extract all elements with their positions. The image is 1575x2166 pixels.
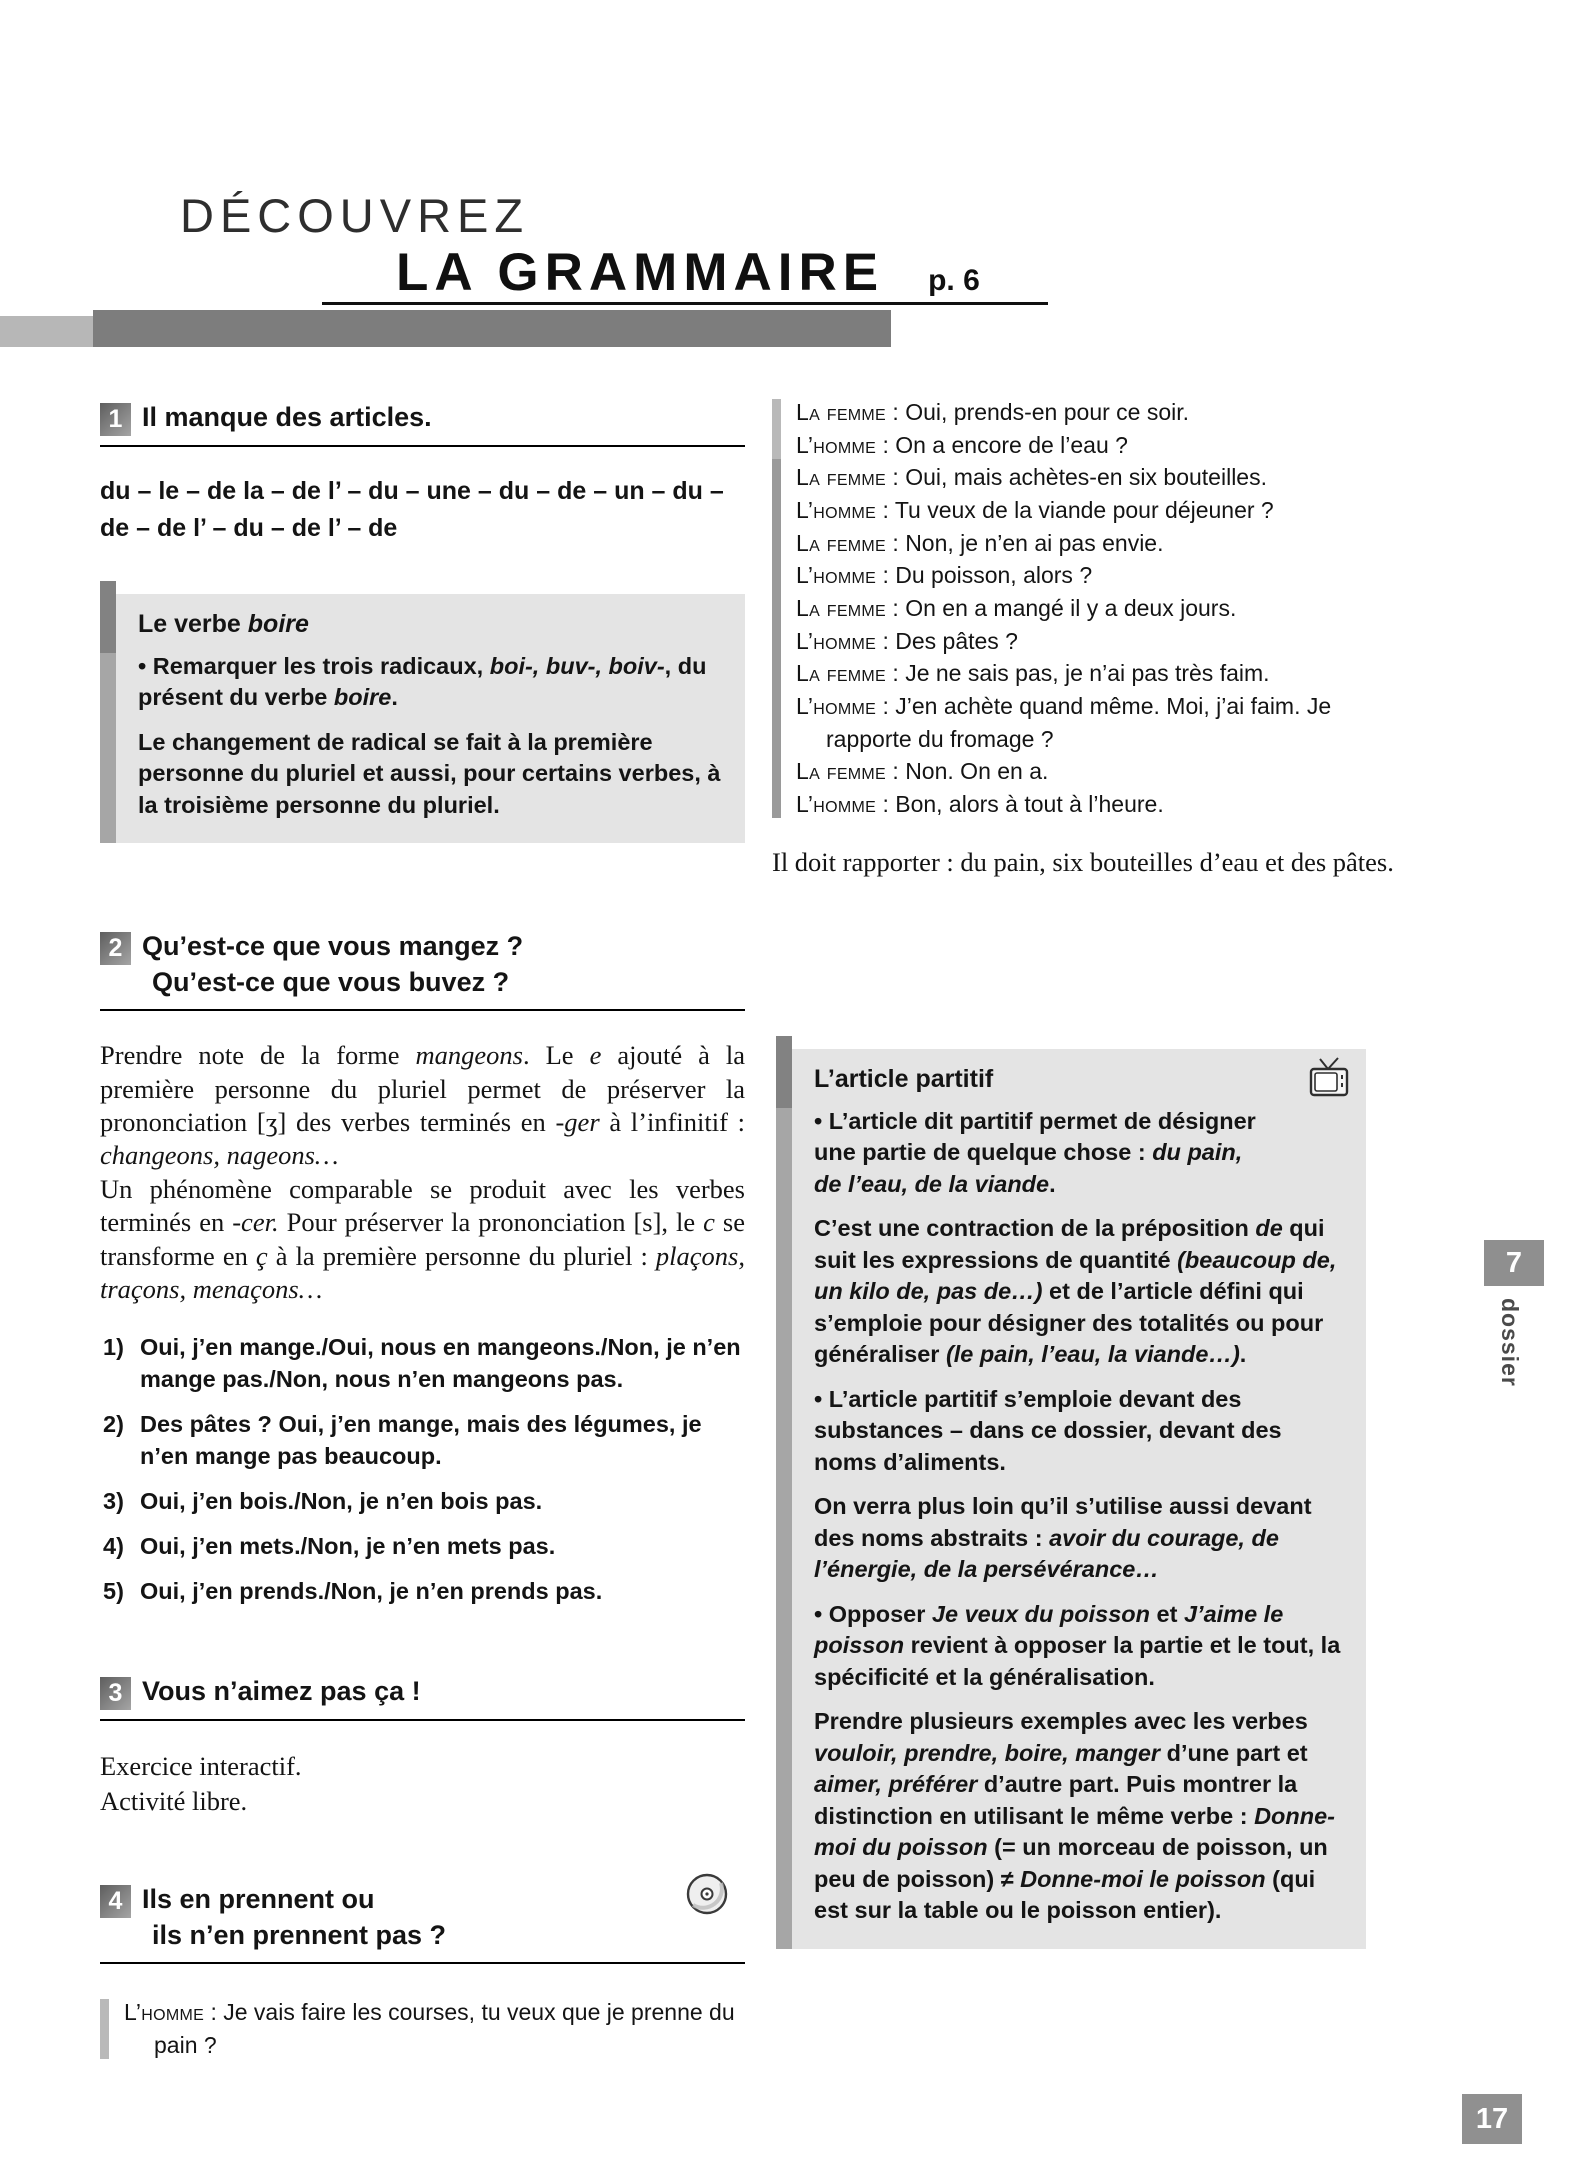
answer-item-text: Oui, j’en mange./Oui, nous en mangeons./Non, je n’en mange pas./Non, nous n’en mangeons pas. xyxy=(140,1334,741,1393)
dialogue-line xyxy=(796,429,1422,462)
article-partitif-box xyxy=(792,1049,1366,1949)
dialogue-line xyxy=(796,396,1422,429)
page-title-line2: LA GRAMMAIRE xyxy=(396,243,885,302)
dossier-tab-label: dossier xyxy=(1497,1298,1523,1387)
answer-item-number: 2) xyxy=(103,1411,124,1438)
dialogue-text: : Non, je n’en ai pas envie. xyxy=(886,529,1164,556)
answer-item-text: Oui, j’en mets./Non, je n’en mets pas. xyxy=(140,1533,556,1560)
page-title-row xyxy=(396,242,980,303)
section-2-number: 2 xyxy=(100,932,131,965)
verb-box-paragraph-2: Le changement de radical se fait à la première personne du pluriel et aussi, pour certains verbes, à la troisième personne du pluriel. xyxy=(138,728,721,818)
dialogue-line xyxy=(796,788,1422,821)
answer-item xyxy=(100,1486,745,1518)
tv-icon xyxy=(1306,1057,1352,1104)
verb-boire-box xyxy=(116,594,745,843)
speaker-name: L’homme xyxy=(124,1999,205,2026)
dialogue-line xyxy=(796,625,1422,658)
dialogue-text: : Tu veux de la viande pour déjeuner ? xyxy=(876,496,1274,523)
section-1-title: Il manque des articles. xyxy=(142,402,432,432)
dialogue-text: : Des pâtes ? xyxy=(876,627,1018,654)
answer-item-number: 3) xyxy=(103,1488,124,1515)
section-3-number: 3 xyxy=(100,1677,131,1710)
section-2-paragraph-b: Un phénomène comparable se produit avec les verbes terminés en -cer. Pour préserver la prononciation [s], le c se transforme en ç à la première personne du pluriel : plaçons, traçons, menaçons… xyxy=(100,1173,745,1304)
dialogue-text: : On en a mangé il y a deux jours. xyxy=(886,594,1237,621)
section-4-number: 4 xyxy=(100,1885,131,1918)
dialogue-text: : Non. On en a. xyxy=(886,758,1049,785)
page-number: 17 xyxy=(1462,2094,1522,2144)
dialogue-text: : Du poisson, alors ? xyxy=(876,562,1093,589)
dialogue-line xyxy=(796,657,1422,690)
partitif-paragraph-3: • L’article partitif s’emploie devant des substances – dans ce dossier, devant des noms d’aliments. xyxy=(814,1385,1282,1475)
speaker-name: L’homme xyxy=(796,692,877,719)
answer-item xyxy=(100,1409,745,1473)
speaker-name: L’homme xyxy=(796,431,877,458)
speaker-name: La femme xyxy=(796,660,887,687)
dialogue-line xyxy=(796,461,1422,494)
page-reference: p. 6 xyxy=(928,264,980,297)
dialogue-text: : Oui, mais achètes-en six bouteilles. xyxy=(886,464,1267,491)
dialogue-left xyxy=(100,1996,745,2061)
title-underline xyxy=(322,302,1048,305)
answer-item-number: 4) xyxy=(103,1533,124,1560)
section-2-paragraph-a: Prendre note de la forme mangeons. Le e ajouté à la première personne du pluriel permet de préserver la prononciation [ʒ] des verbes terminés en -ger à l’infinitif : changeons, nageons… xyxy=(100,1040,745,1171)
speaker-name: L’homme xyxy=(796,562,877,589)
partitif-box-title: L’article partitif xyxy=(814,1064,994,1093)
section-3-line2: Activité libre. xyxy=(100,1786,248,1817)
dialogue-right xyxy=(772,396,1422,821)
dialogue-line xyxy=(796,494,1422,527)
section-3-line1: Exercice interactif. xyxy=(100,1750,302,1781)
dialogue-text: : Oui, prends-en pour ce soir. xyxy=(886,399,1190,425)
speaker-name: L’homme xyxy=(796,627,877,654)
partitif-paragraph-1: • L’article dit partitif permet de désigner une partie de quelque chose : du pain, de l’eau, de la viande. xyxy=(814,1107,1256,1197)
section-1-header xyxy=(100,400,745,447)
answer-item xyxy=(100,1576,745,1608)
answer-item xyxy=(100,1531,745,1563)
dossier-tab-number: 7 xyxy=(1484,1240,1544,1286)
section-4-header xyxy=(100,1882,745,1964)
verb-box-title: Le verbe boire xyxy=(138,609,309,638)
partitif-paragraph-6: Prendre plusieurs exemples avec les verbes vouloir, prendre, boire, manger d’une part et aimer, préférer d’autre part. Puis montrer la distinction en utilisant le même verbe : Donne-moi du poisson (= un morceau de poisson, un peu de poisson) ≠ Donne-moi le poisson (qui est sur la table ou le poisson entier). xyxy=(814,1708,1336,1924)
speaker-name: La femme xyxy=(796,758,887,785)
page-title-line1: DÉCOUVREZ xyxy=(180,189,530,242)
dialogue-text: : J’en achète quand même. Moi, j’ai faim. Je rapporte du fromage ? xyxy=(826,692,1332,752)
section-2-header xyxy=(100,929,745,1011)
speaker-name: L’homme xyxy=(796,496,877,523)
partitif-paragraph-4: On verra plus loin qu’il s’utilise aussi devant des noms abstraits : avoir du courage, de l’énergie, de la persévérance… xyxy=(814,1493,1312,1583)
answer-item-number: 5) xyxy=(103,1578,124,1605)
header-bar-dark xyxy=(93,310,891,347)
answer-item-text: Oui, j’en prends./Non, je n’en prends pas. xyxy=(140,1578,603,1605)
dialogue-text: : On a encore de l’eau ? xyxy=(876,431,1128,458)
dialogue-conclusion: Il doit rapporter : du pain, six bouteilles d’eau et des pâtes. xyxy=(772,846,1394,877)
dialogue-line xyxy=(796,592,1422,625)
speaker-name: La femme xyxy=(796,464,887,491)
speaker-name: La femme xyxy=(796,529,887,556)
answer-item-number: 1) xyxy=(103,1334,124,1361)
partitif-paragraph-5: • Opposer Je veux du poisson et J’aime le poisson revient à opposer la partie et le tout, la spécificité et la généralisation. xyxy=(814,1600,1341,1690)
section-4-title-line2: ils n’en prennent pas ? xyxy=(152,1919,447,1950)
section-2-title-line1: Qu’est-ce que vous mangez ? xyxy=(142,931,524,962)
section-2-title-line2: Qu’est-ce que vous buvez ? xyxy=(152,966,510,997)
dialogue-text: : Je ne sais pas, je n’ai pas très faim. xyxy=(886,660,1270,687)
verb-box-paragraph-1: • Remarquer les trois radicaux, boi-, buv-, boiv-, du présent du verbe boire. xyxy=(138,652,707,711)
section-4-title-line1: Ils en prennent ou xyxy=(142,1884,375,1915)
dialogue-text: : Je vais faire les courses, tu veux que je prenne du pain ? xyxy=(154,1999,735,2059)
partitif-paragraph-2: C’est une contraction de la préposition de qui suit les expressions de quantité (beaucoup de, un kilo de, pas de…) et de l’article défini qui s’emploie pour désigner des totalités ou pour généraliser (le pain, l’eau, la viande…). xyxy=(814,1215,1337,1368)
speaker-name: L’homme xyxy=(796,790,877,817)
dialogue-line xyxy=(124,1996,745,2061)
dialogue-line xyxy=(796,690,1422,755)
left-column xyxy=(100,400,745,2062)
dialogue-line xyxy=(796,559,1422,592)
audio-cd-icon xyxy=(685,1872,729,1921)
speaker-name: La femme xyxy=(796,594,887,621)
answer-item-text: Oui, j’en bois./Non, je n’en bois pas. xyxy=(140,1488,543,1515)
speaker-name: La femme xyxy=(796,399,887,425)
answers-list xyxy=(100,1332,745,1608)
dialogue-text: : Bon, alors à tout à l’heure. xyxy=(876,790,1164,817)
right-column xyxy=(772,396,1422,1949)
header-bar-light xyxy=(0,316,93,347)
answer-item-text: Des pâtes ? Oui, j’en mange, mais des légumes, je n’en mange pas beaucoup. xyxy=(140,1411,702,1470)
section-3-header xyxy=(100,1674,745,1721)
section-1-answer: du – le – de la – de l’ – du – une – du – de – un – du – de – de l’ – du – de l’ – de xyxy=(100,476,724,543)
dialogue-line xyxy=(796,527,1422,560)
answer-item xyxy=(100,1332,745,1396)
dialogue-line xyxy=(796,755,1422,788)
section-1-number: 1 xyxy=(100,403,131,436)
section-3-title: Vous n’aimez pas ça ! xyxy=(142,1675,421,1706)
